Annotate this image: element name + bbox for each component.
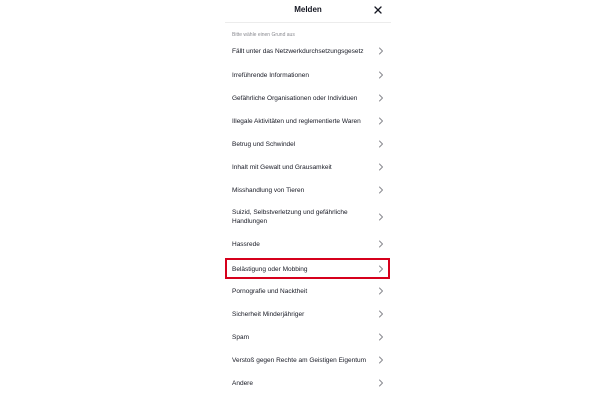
chevron-right-icon [378, 47, 384, 55]
reason-label: Illegale Aktivitäten und reglementierte Waren [232, 117, 361, 125]
close-icon [374, 6, 382, 14]
reason-item[interactable] [225, 184, 391, 196]
chevron-right-icon [378, 333, 384, 341]
chevron-right-icon [378, 287, 384, 295]
reason-item[interactable] [225, 206, 391, 228]
reason-item[interactable] [225, 92, 391, 104]
reason-label: Spam [232, 333, 249, 341]
dialog-title: Melden [294, 5, 322, 14]
close-button[interactable] [372, 4, 384, 16]
chevron-right-icon [378, 117, 384, 125]
reason-item[interactable] [225, 161, 391, 173]
chevron-right-icon [378, 213, 384, 221]
reason-item[interactable] [225, 115, 391, 127]
reason-item[interactable] [225, 45, 391, 57]
dialog-header [225, 0, 391, 23]
chevron-right-icon [378, 356, 384, 364]
chevron-right-icon [378, 163, 384, 171]
reason-item[interactable] [225, 285, 391, 297]
highlight-box [225, 258, 390, 279]
reason-label: Sicherheit Minderjähriger [232, 310, 305, 318]
reason-item[interactable] [225, 377, 391, 389]
chevron-right-icon [378, 310, 384, 318]
report-dialog [225, 0, 391, 400]
chevron-right-icon [378, 379, 384, 387]
reason-label: Fällt unter das Netzwerkdurchsetzungsgesetz [232, 47, 364, 55]
reason-label: Gefährliche Organisationen oder Individuen [232, 94, 358, 102]
reason-item[interactable] [225, 138, 391, 150]
reason-label: Andere [232, 379, 253, 387]
reason-label: Hassrede [232, 240, 260, 248]
reason-item[interactable] [225, 354, 391, 366]
chevron-right-icon [378, 240, 384, 248]
reason-label: Misshandlung von Tieren [232, 186, 305, 194]
reason-item[interactable] [225, 69, 391, 81]
chevron-right-icon [378, 186, 384, 194]
chevron-right-icon [378, 71, 384, 79]
reason-label: Irreführende Informationen [232, 71, 309, 79]
reason-label: Suizid, Selbstverletzung und gefährliche Handlungen [232, 209, 348, 225]
reason-item[interactable] [225, 238, 391, 250]
reason-hint: Bitte wähle einen Grund aus [232, 32, 295, 38]
reason-label: Belästigung oder Mobbing [232, 265, 308, 273]
chevron-right-icon [378, 140, 384, 148]
reason-item[interactable] [225, 331, 391, 343]
reason-label: Verstoß gegen Rechte am Geistigen Eigentum [232, 356, 367, 364]
reason-label: Pornografie und Nacktheit [232, 287, 308, 295]
reason-label: Inhalt mit Gewalt und Grausamkeit [232, 163, 332, 171]
chevron-right-icon [378, 94, 384, 102]
reason-item[interactable] [225, 308, 391, 320]
reason-label: Betrug und Schwindel [232, 140, 296, 148]
